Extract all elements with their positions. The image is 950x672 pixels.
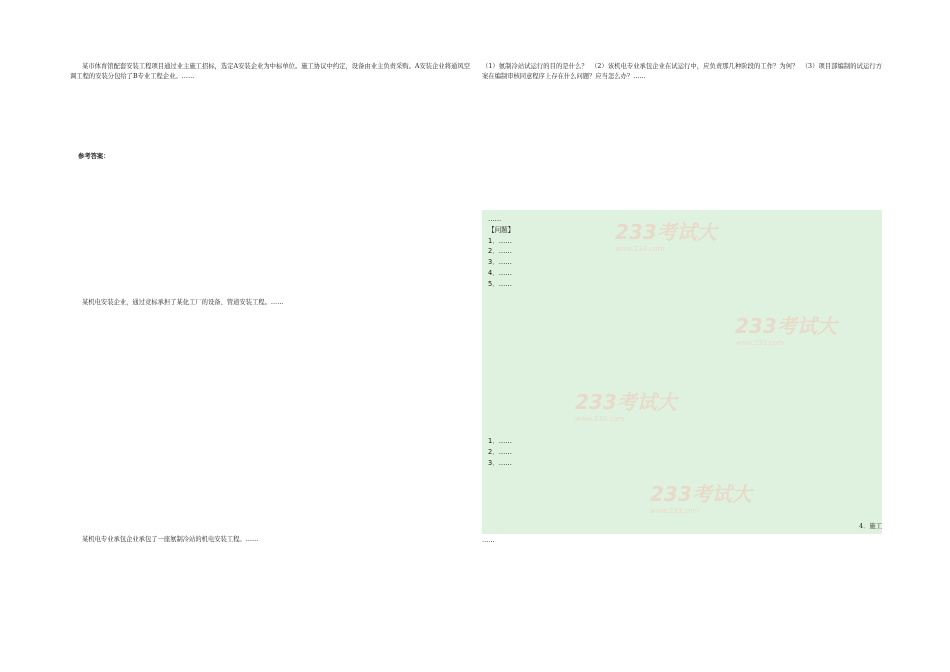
highlight-line: 3．…… [488,258,512,267]
highlight-line: 2．…… [488,447,512,456]
highlight-line: 4．…… [488,268,512,277]
highlight-box-answers [482,432,882,534]
watermark-logo: 233考试大 www.233.com [575,390,677,423]
case1-text: 某市体育馆配套安装工程项目通过业主施工招标，选定A安装企业为中标单位。施工协议中约定，设备由业主负责采购。A安装企业将通风空调工程的安装分包给了B专业工程企业。…… [70,63,470,81]
case1-answers [70,142,470,292]
highlight-line: 2．…… [488,247,512,256]
highlight-line: 【问题】 [488,225,515,234]
highlight-line: …… [488,215,502,223]
watermark-logo: 233考试大 www.233.com [615,220,717,253]
case1-answers-label: 参考答案： [78,153,110,161]
case2-text: 某机电安装企业，通过竞标承担了某化工厂的设备、管道安装工程。…… [82,299,284,306]
highlight-line: 1．…… [488,236,512,245]
highlight-line: 5．…… [488,279,512,288]
case3-text: 某机电专业承包企业承包了一座氨制冷站的机电安装工程。…… [82,536,259,543]
watermark-logo: 233考试大 www.233.com [735,314,837,347]
highlight-line: 3．…… [488,458,512,467]
answer-item-4-label: 4．施工 [859,523,882,530]
case3-questions-answers: （1）氨制冷站试运行的目的是什么？ （2）该机电专业承包企业在试运行中，应负责那几种阶段的工作？为何？ （3）项目部编制的试运行方案在编制审核同意程序上存在什么问题？应当怎么办？…… [482,63,882,81]
case4-answers: …… [482,537,495,544]
highlight-box-questions [482,210,882,438]
watermark-logo: 233考试大 www.233.com [650,482,752,515]
highlight-line: 1．…… [488,437,512,445]
